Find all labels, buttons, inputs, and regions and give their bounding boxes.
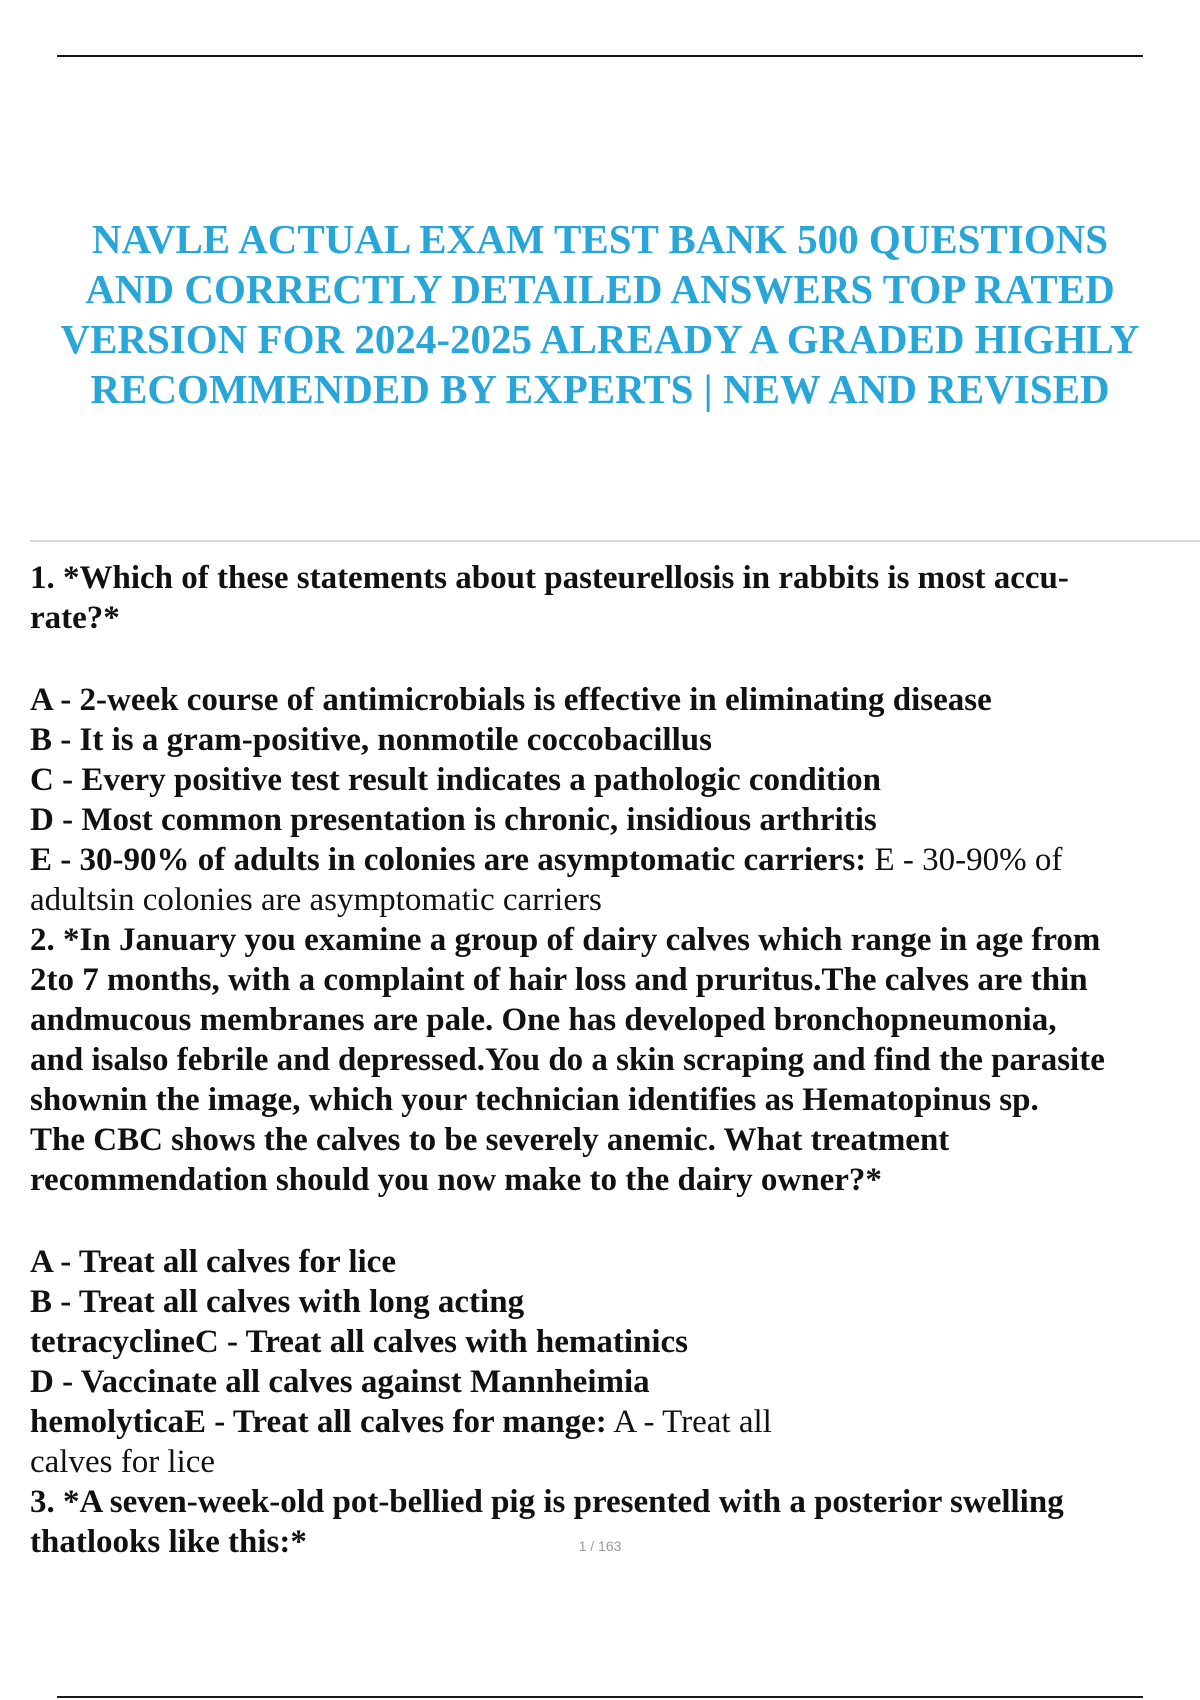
question-text: 1. *Which of these statements about pasteurellosis in rabbits is most accu- xyxy=(30,560,1069,596)
title-line: VERSION FOR 2024-2025 ALREADY A GRADED HIGHLY xyxy=(60,316,1140,362)
question-text: andmucous membranes are pale. One has developed bronchopneumonia, xyxy=(30,1002,1057,1038)
bottom-rule xyxy=(57,1696,1143,1698)
document-title xyxy=(0,214,1200,414)
answer-option: hemolyticaE - Treat all calves for mange: xyxy=(30,1404,607,1440)
question-text: thatlooks like this:* xyxy=(30,1524,307,1560)
answer-option: tetracyclineC - Treat all calves with hematinics xyxy=(30,1324,689,1360)
answer-option: D - Vaccinate all calves against Mannheimia xyxy=(30,1364,650,1400)
correct-answer: E - 30-90% of xyxy=(866,842,1063,878)
question-text: 2to 7 months, with a complaint of hair loss and pruritus.The calves are thin xyxy=(30,962,1088,998)
answer-option: A - 2-week course of antimicrobials is effective in eliminating disease xyxy=(30,682,992,718)
question-text: 2. *In January you examine a group of dairy calves which range in age from xyxy=(30,922,1101,958)
title-line: RECOMMENDED BY EXPERTS | NEW AND REVISED xyxy=(90,366,1110,412)
answer-option-with-answer xyxy=(30,1402,1200,1442)
question-text: 3. *A seven-week-old pot-bellied pig is presented with a posterior swelling xyxy=(30,1484,1064,1520)
correct-answer: calves for lice xyxy=(30,1444,216,1480)
answer-option: B - Treat all calves with long acting xyxy=(30,1284,525,1320)
answer-option-with-answer xyxy=(30,840,1200,880)
answer-option: C - Every positive test result indicates a pathologic condition xyxy=(30,762,881,798)
title-line: AND CORRECTLY DETAILED ANSWERS TOP RATED xyxy=(85,266,1115,312)
question-content xyxy=(30,545,1200,1562)
answer-option: A - Treat all calves for lice xyxy=(30,1244,396,1280)
question-text: The CBC shows the calves to be severely anemic. What treatment xyxy=(30,1122,950,1158)
correct-answer: adultsin colonies are asymptomatic carriers xyxy=(30,882,602,918)
page-number: 1 / 163 xyxy=(578,1538,622,1554)
question-text: and isalso febrile and depressed.You do a skin scraping and find the parasite xyxy=(30,1042,1105,1078)
answer-option: B - It is a gram-positive, nonmotile coccobacillus xyxy=(30,722,712,758)
question-text: recommendation should you now make to the dairy owner?* xyxy=(30,1162,882,1198)
correct-answer: A - Treat all xyxy=(606,1404,772,1440)
title-line: NAVLE ACTUAL EXAM TEST BANK 500 QUESTIONS xyxy=(91,216,1109,262)
question-2 xyxy=(30,920,1200,1482)
question-text: rate?* xyxy=(30,600,120,636)
top-rule xyxy=(57,55,1143,57)
section-divider xyxy=(30,540,1200,542)
question-text: shownin the image, which your technician identifies as Hematopinus sp. xyxy=(30,1082,1039,1118)
answer-option: D - Most common presentation is chronic, insidious arthritis xyxy=(30,802,877,838)
answer-option: E - 30-90% of adults in colonies are asymptomatic carriers: xyxy=(30,842,867,878)
question-1 xyxy=(30,558,1200,920)
